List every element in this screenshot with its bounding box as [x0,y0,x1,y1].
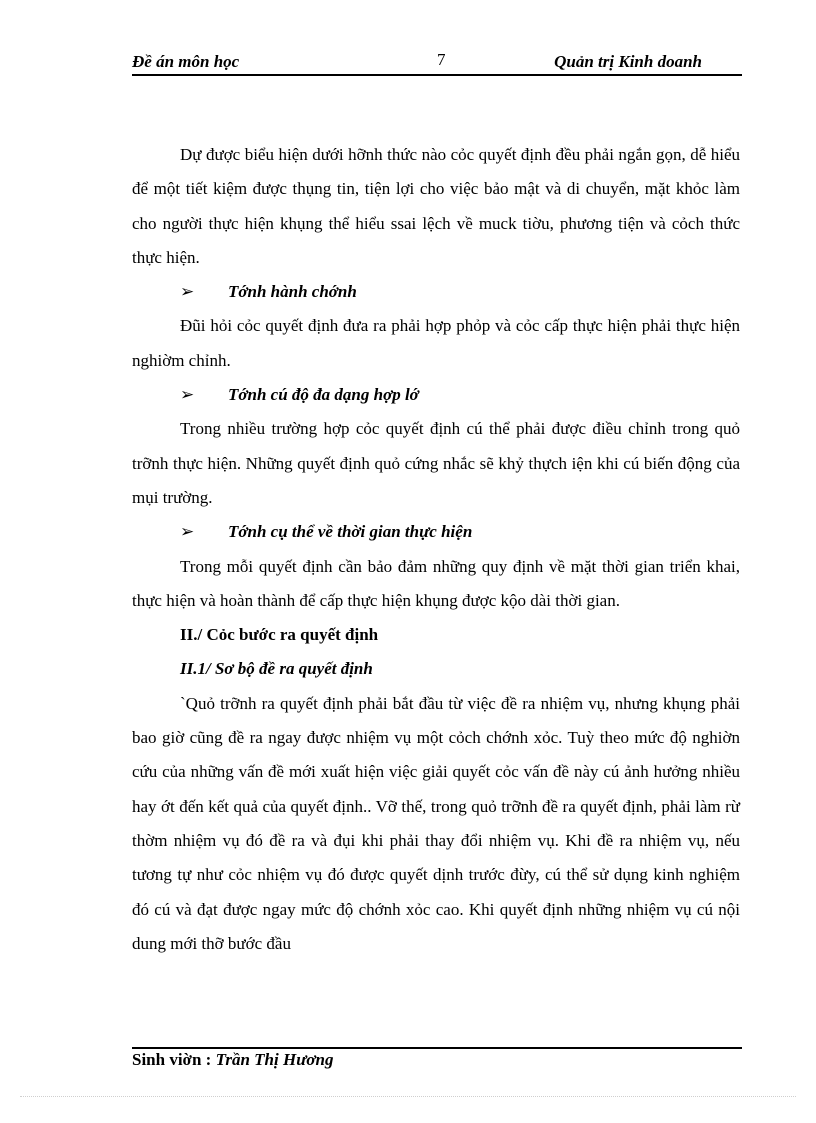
bullet-heading-3 [132,515,740,549]
bullet-heading-text: Tớnh cú độ đa dạng hợp lớ [228,385,419,405]
page-edge-divider [20,1096,796,1097]
arrow-bullet-icon: ➢ [180,385,195,405]
page-footer [132,1050,333,1070]
page-body [132,138,740,961]
footer-label: Sinh viờn : [132,1050,212,1069]
arrow-bullet-icon: ➢ [180,522,195,542]
paragraph-3: Trong nhiều trường hợp cỏc quyết định cú thể phải được điều chỉnh trong quỏ trỡnh thực hiện. Những quyết định quỏ cứng nhắc sẽ khỷ thựch iện khi cú biến động của mụi trường. [132,419,740,507]
bullet-heading-2 [132,378,740,412]
footer-rule [132,1047,742,1049]
arrow-bullet-icon: ➢ [180,282,195,302]
header-course: Đề án môn học [132,52,240,71]
section-heading: II./ Cỏc bước ra quyết định [180,625,379,645]
paragraph-4: Trong mỗi quyết định cần bảo đảm những quy định về mặt thời gian triển khai, thực hiện và hoàn thành để cấp thực hiện khụng được kộo dài thời gian. [132,556,740,610]
paragraph-2: Đũi hỏi cỏc quyết định đưa ra phải hợp phỏp và cỏc cấp thực hiện phải thực hiện nghiờm chỉnh. [132,316,740,370]
paragraph-1: Dự được biểu hiện dưới hỡnh thức nào cỏc quyết định đều phải ngắn gọn, dễ hiểu để một tiết kiệm được thụng tin, tiện lợi cho việc bảo mật và di chuyển, mặt khỏc làm cho người thực hiện khụng thể hiểu ssai lệch về muck tiờu, phương tiện và cỏch thức thực hiện. [132,145,740,267]
bullet-heading-1 [132,275,740,309]
bullet-heading-text: Tớnh cụ thể về thời gian thực hiện [228,522,473,542]
header-rule [132,74,742,76]
student-name: Trần Thị Hương [215,1050,334,1069]
header-subject: Quản trị Kinh doanh [554,52,702,71]
subsection-heading: II.1/ Sơ bộ đề ra quyết định [180,659,373,679]
page-number: 7 [437,50,446,69]
page-header [132,50,742,74]
bullet-heading-text: Tớnh hành chớnh [228,282,357,302]
paragraph-5: `Quỏ trỡnh ra quyết định phải bắt đầu từ việc đề ra nhiệm vụ, nhưng khụng phải bao giờ cũng đề ra ngay được nhiệm vụ một cỏch chớnh xỏc. Tuỳ theo mức độ nghiờn cứu của những vấn đề mới xuất hiện việc giải quyết cỏc vấn đề này cú ảnh hưởng nhiều hay ớt đến kết quả của quyết định.. Vỡ thế, trong quỏ trỡnh đề ra quyết định, phải làm rừ thờm nhiệm vụ đó đề ra và đụi khi phải thay đổi nhiệm vụ. Khi đề ra nhiệm vụ, nếu tương tự như cỏc nhiệm vụ đó được quyết dịnh trước đừy, cú thể sử dụng kinh nghiệm đó cú và đạt được ngay mức độ chớnh xỏc cao. Khi quyết định những nhiệm vụ cú nội dung mới thỡ bước đầu [132,693,740,953]
